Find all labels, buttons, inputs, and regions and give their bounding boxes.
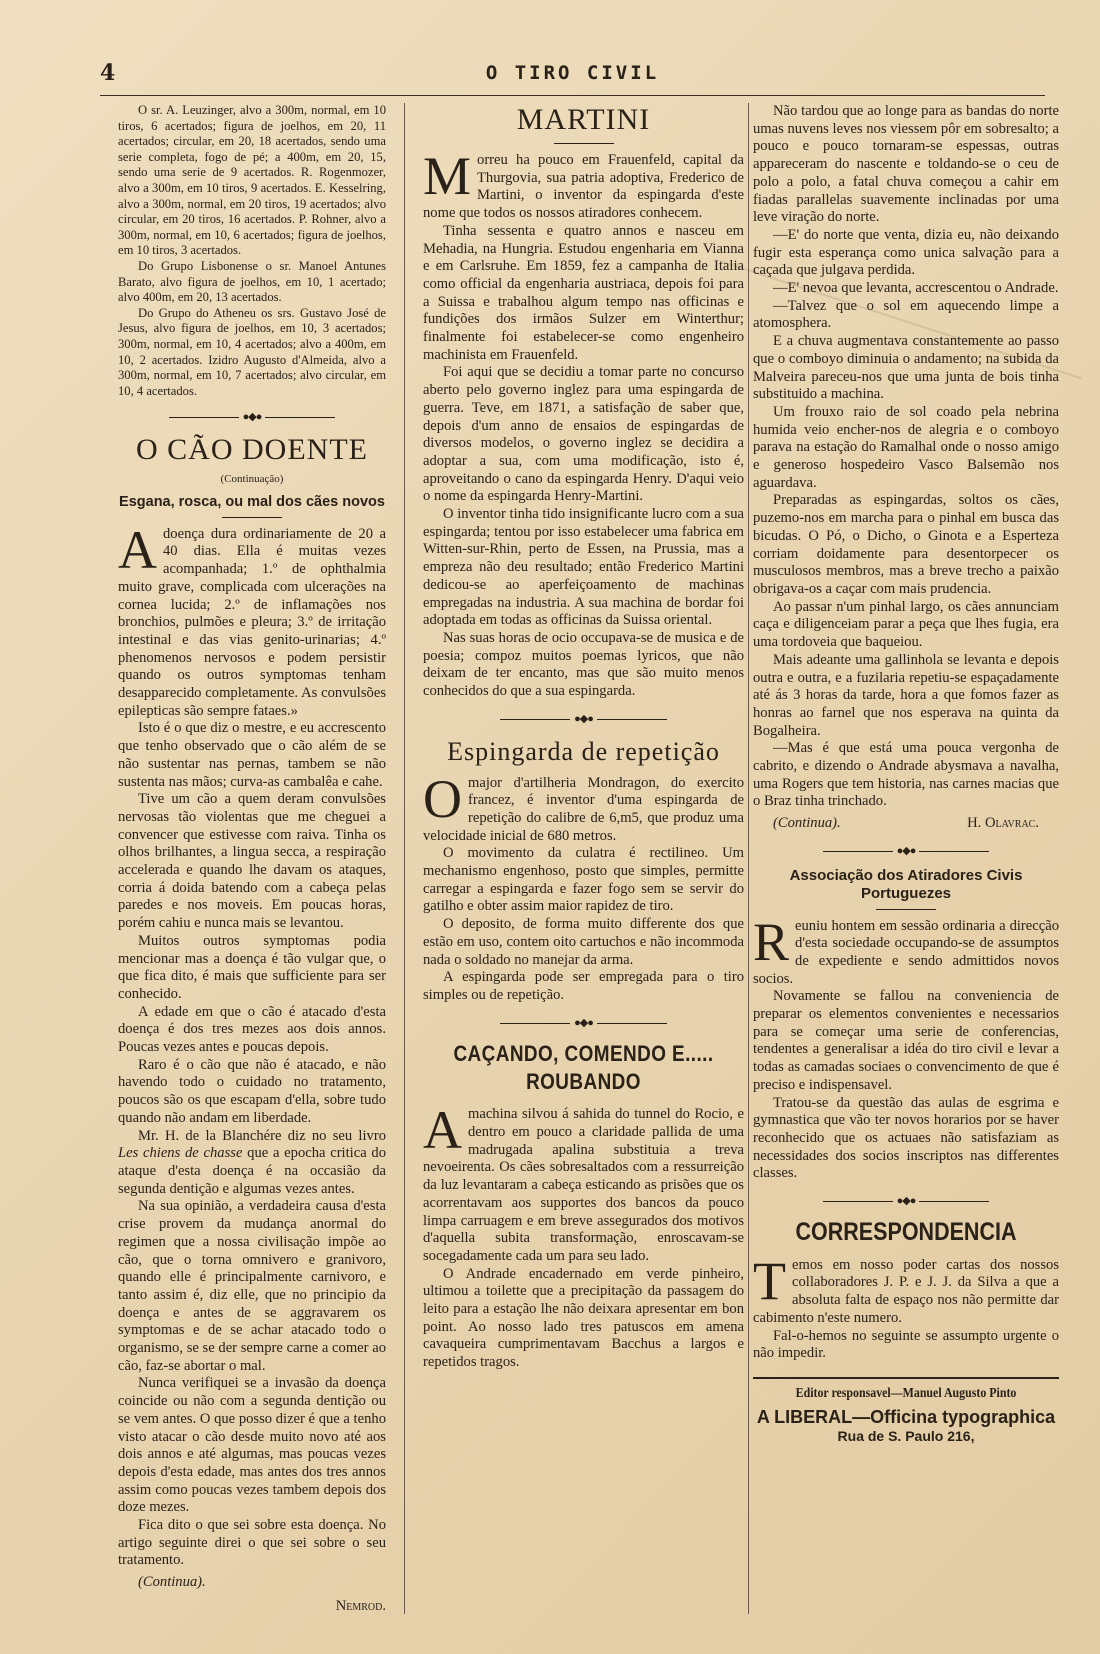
article-paragraph: A espingarda pode ser empregada para o tiro simples ou de repetição. (423, 969, 744, 1003)
article-paragraph: Não tardou que ao longe para as bandas do norte umas nuvens leves nos viessem pôr em sobresalto; a pouco e pouco tornaram-se espessas, outras appareceram do nascente e toldando-se o ceu de polo a polo, a fatal chuva começou a cahir em fiadas parallelas suavemente inclinadas por uma leve viração do norte. (753, 103, 1059, 226)
results-paragraph: O sr. A. Leuzinger, alvo a 300m, normal, em 10 tiros, 6 acertados; figura de joelhos, em 20, 11 acertados; circular, em 20, 18 acertados, sendo uma serie completa, fogo de pé; a 400m, em 20, 15, sendo uma serie de 9 acertados. R. Rogenmozer, alvo a 300m, em 10 tiros, 9 acertados. E. Kesselring, alvo a 300m, normal, em 20 tiros, 19 acertados; alvo circular, em 20 tiros, 16 acertados. P. Rohner, alvo a 300m, normal, em 10, 6 acertados; figura de joelhos, em 10 tiros, 3 acertados. (118, 103, 386, 258)
printer-line: A LIBERAL—Officina typographica (756, 1406, 1056, 1427)
continua-note: (Continua). (773, 815, 841, 832)
article-title-martini: MARTINI (516, 103, 651, 136)
ornament-divider: ●◆● (753, 1193, 1059, 1211)
article-paragraph: E a chuva augmentava constantemente ao passo que o comboyo diminuia o andamento; na subida da Malveira pareceu-nos que uma junta de bois tinha substituido a machina. (753, 333, 1059, 403)
article-paragraph: Omajor d'artilheria Mondragon, do exercito francez, é inventor d'uma espingarda de repetição do calibre de 6,m5, que produz uma velocidade inicial de 680 metros. (423, 768, 744, 844)
article-paragraph: A edade em que o cão é atacado d'esta doença é dos tres mezes aos dois annos. Poucas vezes antes e poucas depois. (118, 1003, 386, 1056)
article-paragraph: O movimento da culatra é rectilineo. Um mechanismo engenhoso, posto que simples, permitte carregar a espingarda e fazer fogo sem se servir do gatilho e obter assim maior rapidez de tiro. (423, 845, 744, 915)
editor-line: Editor responsavel—Manuel Augusto Pinto (795, 1386, 1017, 1401)
article-paragraph: —E' nevoa que levanta, accrescentou o Andrade. (773, 280, 1059, 297)
article-paragraph: —Mas é que está uma pouca vergonha de cabrito, e dizendo o Andrade abysmava a navalha, uma Rogers que tem historia, nas carnes macias que o Braz tinha trinchado. (753, 740, 1059, 810)
article-paragraph: Nunca verifiquei se a invasão da doença coincide ou não com a segunda dentição ou se vem antes. O que posso dizer é que a tenho visto atacar o cão desde muito novo até aos dois annos e até algumas, mas poucas vezes depois d'esta edade, mas antes dos tres annos assim como poucas vezes tambem depois dos doze mezes. (118, 1375, 386, 1516)
article-paragraph: Preparadas as espingardas, soltos os cães, puzemo-nos em marcha para o pinhal em busca das bicudas. O Pó, o Dicho, o Ginota e a Esperteza corriam doidamente para desentorpecer os musculosos membros, mas a breve trecho a paixão obrigava-os a caçar com mais prudencia. (753, 492, 1059, 597)
ornament-divider: ●◆● (118, 409, 386, 427)
drop-cap: A (423, 1100, 462, 1161)
column-divider (404, 103, 405, 1614)
author-signature: Nemrod. (335, 1597, 386, 1614)
page-number: 4 (100, 60, 116, 86)
article-paragraph: Morreu ha pouco em Frauenfeld, capital da Thurgovia, sua patria adoptiva, Frederico de Martini, o inventor da espingarda d'este nome que todos os nossos atiradores conhecem. (423, 146, 744, 222)
continua-note: (Continua). (138, 1574, 206, 1591)
article-paragraph: Raro é o cão que não é atacado, e não havendo todo o cuidado no tratamento, poucos são os que escapam d'ella, sobre tudo quando não andam em liberdade. (118, 1056, 386, 1126)
short-rule (876, 909, 936, 910)
article-title-associacao: Associação dos Atiradores Civis Portuguezes (789, 866, 1023, 902)
column-3 (753, 103, 1059, 1446)
article-paragraph: Tinha sessenta e quatro annos e nasceu em Mehadia, na Hungria. Estudou engenharia em Vianna e em Carlsruhe. Em 1859, fez a campanha de Italia como official da engenharia austriaca, depois foi para a Suissa e trabalhou algum tempo nas officinas e fundições dos irmãos Sulzer em Winterthur; finalmente foi estabelecer-se como engenheiro machinista em Frauenfeld. (423, 222, 744, 363)
article-paragraph: —E' do norte que venta, dizia eu, não deixando fugir esta esperança como unica salvação para a caçada que julgava perdida. (753, 226, 1059, 279)
article-title-cao: O CÃO DOENTE (136, 432, 368, 466)
article-paragraph: Adoença dura ordinariamente de 20 a 40 dias. Ella é muitas vezes acompanhada; 1.º de ophthalmia muito grave, complicada com ulcerações na cornea lucida; 2.º de inflamações nos bronchios, pulmões e pleura; 3.º de irritação intestinal e das vias genito-urinarias; 4.º phenomenos nervosos e podem persistir quando os outros symptomas tenham desapparecido completamente. As convulsões epilepticas são sempre fataes.» (118, 519, 386, 719)
drop-cap: M (423, 146, 472, 206)
column-divider (748, 103, 749, 1614)
article-paragraph: Mr. H. de la Blanchére diz no seu livro Les chiens de chasse que a epocha critica do ataque d'esta doença é na occasião da segunda dentição e algumas vezes antes. (118, 1127, 387, 1197)
imprint-footer (753, 1377, 1059, 1446)
short-rule (554, 143, 614, 144)
article-subtitle-cao: Esgana, rosca, ou mal dos cães novos (119, 493, 385, 510)
drop-cap: A (118, 519, 157, 580)
article-paragraph: Isto é o que diz o mestre, e eu accrescento que tenho observado que o cão além de se não sustentar nas pernas, tambem se não sustenta nas mãos; curva-as cambalêa e cahe. (118, 720, 386, 790)
drop-cap: T (753, 1250, 786, 1311)
article-paragraph: Nas suas horas de ocio occupava-se de musica e de poesia; compoz muitos poemas lyricos, que não deixam de ter encanto, mas que são muito menos conhecidos do que a sua espingarda. (423, 629, 744, 700)
article-paragraph: Tive um cão a quem deram convulsões nervosas tão violentas que me cheguei a convencer que estivesse com raiva. Tinha os olhos brilhantes, a lingua secca, a respiração accelerada e quando lhe davam os ataques, corria á doida batendo com a cabeça pelas paredes e nos moveis. Em poucas horas, porém cahiu e nunca mais se levantou. (118, 791, 386, 932)
article-paragraph: O inventor tinha tido insignificante lucro com a sua espingarda; tentou por isso estabelecer uma fabrica em Witten-sur-Rhin, perto de Essen, na Prussia, mas a empreza não deu resultado; então Frederico Martini dedicou-se ao aperfeiçoamento de machinas empregadas na industria. A sua machina de bordar foi adoptada em todas as officinas da Suissa oriental. (423, 506, 744, 629)
article-paragraph: Mais adeante uma gallinhola se levanta e depois outra e outra, e a fuzilaria repetiu-se espaçadamente até ás 3 horas da tarde, hora a que fomos fazer as honras ao farnel que nos esperava na quinta da Bogalheira. (753, 651, 1059, 739)
article-title-correspondencia: CORRESPONDENCIA (795, 1217, 1017, 1246)
article-paragraph: Ao passar n'um pinhal largo, os cães annunciam caça e diligenceiam parar a peça que lhes fugia, era uma tordoveia que baqueiou. (753, 598, 1059, 651)
drop-cap: R (753, 911, 790, 972)
article-title-espingarda: Espingarda de repetição (447, 736, 720, 766)
drop-cap: O (423, 768, 462, 829)
newspaper-title: O TIRO CIVIL (485, 62, 660, 84)
page-header (100, 60, 1045, 90)
article-paragraph: Fica dito o que sei sobre esta doença. No artigo seguinte direi o que sei sobre o seu tratamento. (118, 1517, 386, 1569)
column-1 (118, 103, 386, 1616)
results-paragraph: Do Grupo do Atheneu os srs. Gustavo José de Jesus, alvo figura de joelhos, em 10, 3 acertados; 300m, normal, em 10, 4 acertados; alvo a 400m, em 10, 2 acertados. Izidro Augusto d'Almeida, alvo a 300m, normal, em 10, 7 acertados; alvo circular, em 10, 4 acertados. (118, 305, 386, 398)
article-paragraph: Muitos outros symptomas podia mencionar mas a doença é tão vulgar que, o que fica dito, é mais que sufficiente para ser conhecido. (118, 932, 386, 1002)
article-paragraph: Tratou-se da questão das aulas de esgrima e gymnastica que vão ter novos horarios por se haver reconhecido que os actuaes não satisfaziam as necessidades dos socios inscriptos nas differentes classes. (753, 1094, 1059, 1182)
book-title: Les chiens de chasse (118, 1145, 243, 1162)
article-paragraph: Na sua opinião, a verdadeira causa d'esta crise provem da mudança anormal do regimen que a nossa civilisação impõe ao cão, que o torna omnivero e granivoro, quando elle é principalmente carnivoro, e tanto assim é, diz elle, que no principio da doença e antes de se aggravarem os symptomas e de se achar atacado todo o organismo, se se der sempre carne a comer ao cão, faz-se abortar o mal. (118, 1198, 386, 1374)
column-2 (423, 103, 744, 1372)
article-paragraph: Temos em nosso poder cartas dos nossos collaboradores J. P. e J. J. da Silva a que a absoluta falta de espaço nos não permitte dar cabimento n'este numero. (753, 1250, 1059, 1326)
ornament-divider: ●◆● (753, 843, 1059, 861)
article-paragraph: Um frouxo raio de sol coado pela nebrina humida veio encher-nos de alegria e o comboyo parava na estação do Ramalhal onde o nosso amigo e generoso hospedeiro Vasco Balsemão nos aguardava. (753, 403, 1059, 491)
ornament-divider: ●◆● (423, 711, 744, 729)
short-rule (222, 517, 282, 518)
shooting-results (118, 103, 386, 399)
article-paragraph: Fal-o-hemos no seguinte se assumpto urgente o não impedir. (753, 1327, 1059, 1362)
article-title-cacando: CAÇANDO, COMENDO E..... ROUBANDO (453, 1041, 714, 1095)
author-signature: H. Olavrac. (967, 815, 1039, 832)
continuation-note: (Continuação) (220, 472, 284, 485)
article-paragraph: Reuniu hontem em sessão ordinaria a direcção d'esta sociedade occupando-se de assumptos de expediente e sendo admittidos novos socios. (753, 911, 1059, 987)
article-paragraph: O Andrade encadernado em verde pinheiro, ultimou a toilette que a precipitação da passagem do leito para a estação lhe não deixara apresentar em bon point. Ao nosso lado tres patuscos em amena cavaqueira cumprimentavam Bacchus a largos e repetidos tragos. (423, 1265, 744, 1371)
article-paragraph: Amachina silvou á sahida do tunnel do Rocio, e dentro em pouco a claridade pallida de uma madrugada apalina substituia a treva nevoeirenta. Os cães sobresaltados com a ressurreição da luz levantaram a cabeça esticando as prisões que os acorrentavam aos supportes dos bancos da pouco limpa carruagem e em breve assegurados dos motivos d'aquella subita transformação, enroscavam-se socegadamente cada um para seu lado. (423, 1100, 744, 1264)
article-paragraph: Novamente se fallou na conveniencia de preparar os elementos convenientes e necessarios para se começar uma serie de conferencias, tendentes a generalisar a idéa do tiro civil e levar a todas as camadas sociaes o convencimento de que é preciso e indispensavel. (753, 988, 1059, 1093)
article-paragraph: —Talvez que o sol em aquecendo limpe a atomosphera. (753, 297, 1059, 332)
article-paragraph: O deposito, de forma muito differente dos que estão em uso, contem oito cartuchos e não incommoda nada o soldado no manejar da arma. (423, 916, 744, 968)
address-line: Rua de S. Paulo 216, (837, 1428, 975, 1445)
header-rule (100, 95, 1045, 96)
results-paragraph: Do Grupo Lisbonense o sr. Manoel Antunes Barato, alvo figura de joelhos, em 10, 1 acertado; alvo 400m, em 20, 13 acertados. (118, 258, 386, 305)
article-paragraph: Foi aqui que se decidiu a tomar parte no concurso aberto pelo governo inglez para uma espingarda de guerra. Teve, em 1871, a satisfação de saber que, depois d'um anno de ensaios de espingardas de diversos modelos, o governo inglez se decidira a adoptar a sua, com uma modificação, isto é, aproveitando o cano da espingarda Henry. D'aqui veio o nome da espingarda Henry-Martini. (423, 364, 744, 505)
ornament-divider: ●◆● (423, 1015, 744, 1033)
